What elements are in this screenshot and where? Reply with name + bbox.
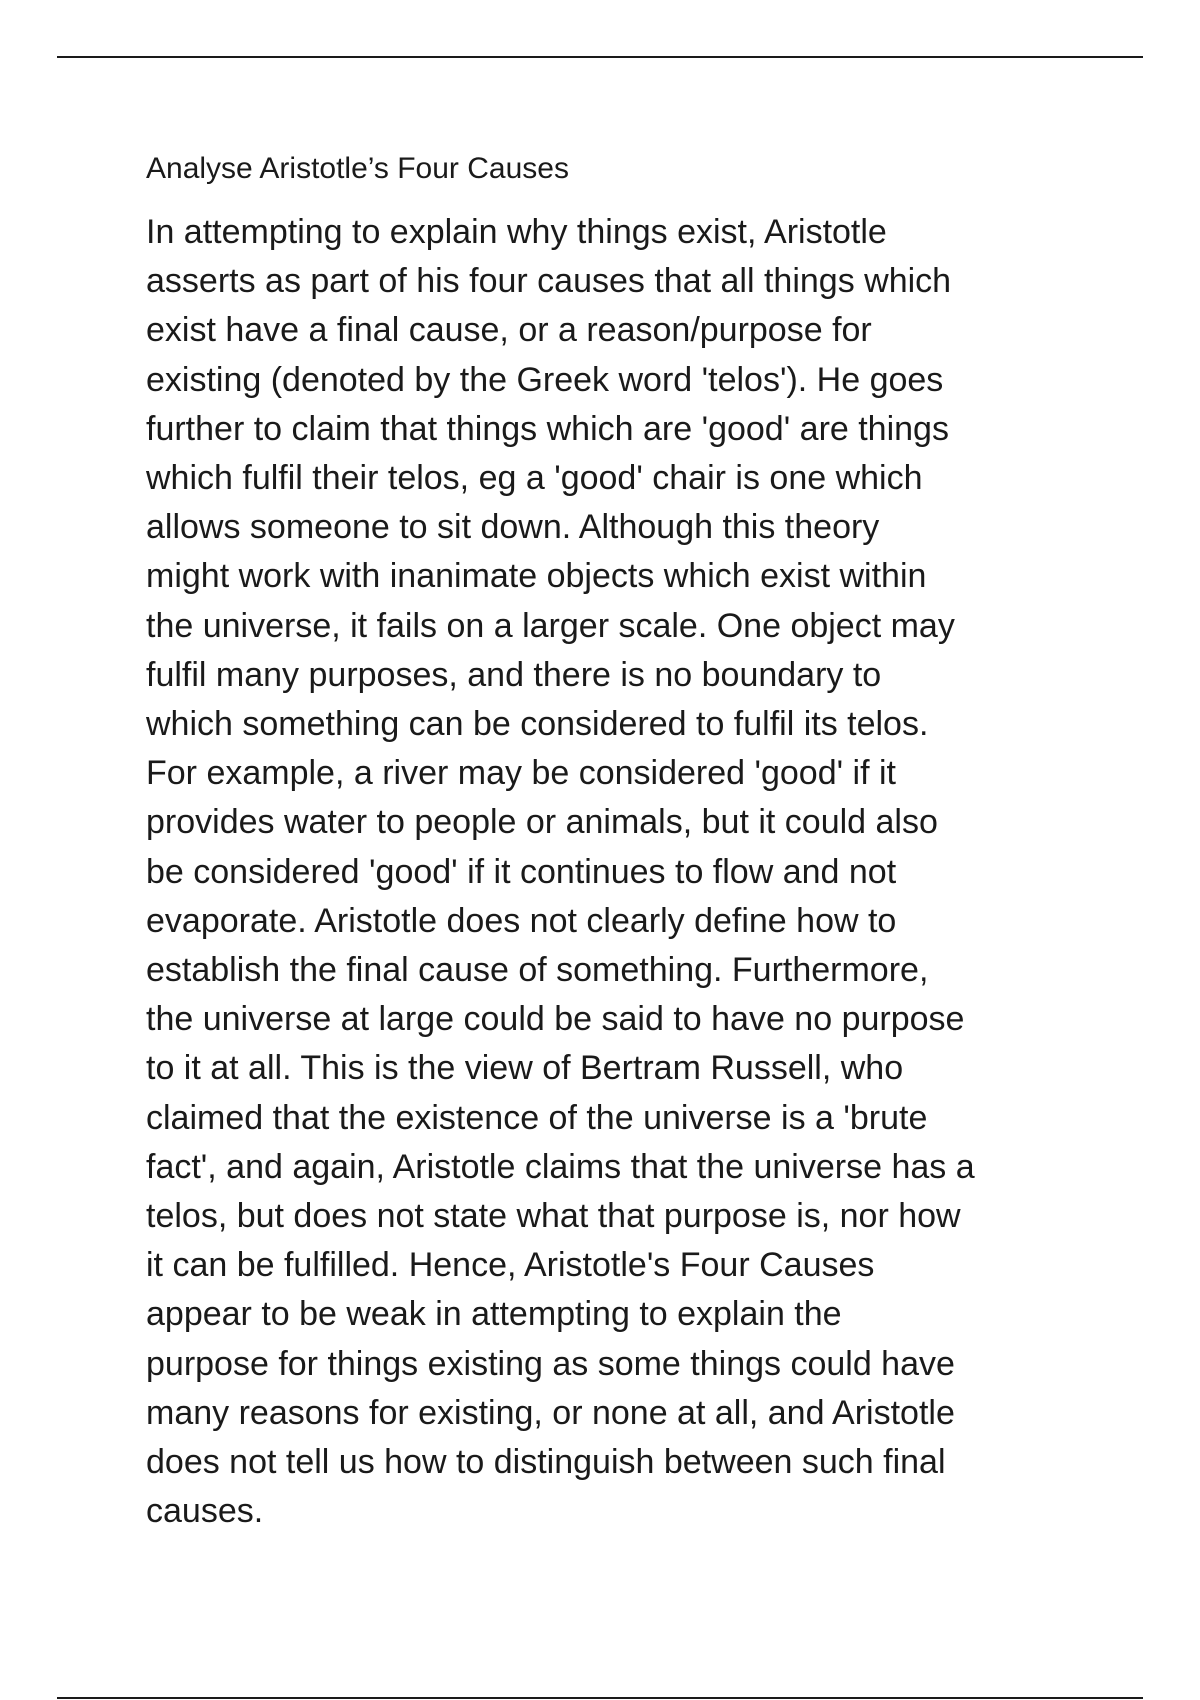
- bottom-divider: [57, 1697, 1143, 1699]
- paragraph-line: allows someone to sit down. Although this theory: [146, 508, 880, 547]
- paragraph-line: fulfil many purposes, and there is no boundary to: [146, 655, 882, 694]
- paragraph-line: existing (denoted by the Greek word 'telos'). He goes: [146, 360, 944, 399]
- paragraph-line: For example, a river may be considered 'good' if it: [146, 754, 896, 793]
- paragraph-line: the universe, it fails on a larger scale. One object may: [146, 606, 955, 645]
- paragraph-line: to it at all. This is the view of Bertram Russell, who: [146, 1049, 904, 1088]
- paragraph-line: In attempting to explain why things exist, Aristotle: [146, 213, 887, 251]
- paragraph-line: claimed that the existence of the universe is a 'brute: [146, 1098, 928, 1137]
- paragraph-line: many reasons for existing, or none at all, and Aristotle: [146, 1393, 955, 1432]
- paragraph-line: establish the final cause of something. Furthermore,: [146, 951, 929, 990]
- paragraph-line: telos, but does not state what that purpose is, nor how: [146, 1197, 961, 1236]
- paragraph-line: might work with inanimate objects which exist within: [146, 557, 927, 596]
- paragraph-line: it can be fulfilled. Hence, Aristotle's Four Causes: [146, 1246, 875, 1285]
- paragraph-line: which fulfil their telos, eg a 'good' chair is one which: [146, 459, 923, 498]
- paragraph-line: further to claim that things which are 'good' are things: [146, 409, 949, 448]
- paragraph-line: appear to be weak in attempting to explain the: [146, 1295, 842, 1334]
- paragraph-line: purpose for things existing as some things could have: [146, 1344, 955, 1383]
- document-title: Analyse Aristotle’s Four Causes: [146, 152, 569, 185]
- paragraph-line: evaporate. Aristotle does not clearly define how to: [146, 901, 897, 940]
- paragraph-line: causes.: [146, 1492, 264, 1531]
- paragraph-line: does not tell us how to distinguish between such final: [146, 1443, 946, 1482]
- paragraph-line: which something can be considered to fulfil its telos.: [146, 705, 929, 744]
- paragraph-line: provides water to people or animals, but it could also: [146, 803, 938, 842]
- top-divider: [57, 56, 1143, 58]
- paragraph-line: the universe at large could be said to have no purpose: [146, 1000, 965, 1039]
- paragraph-line: fact', and again, Aristotle claims that the universe has a: [146, 1147, 975, 1186]
- document-content: [146, 150, 1086, 1536]
- paragraph-line: asserts as part of his four causes that all things which: [146, 262, 952, 301]
- body-paragraph: [146, 208, 1086, 1536]
- paragraph-line: exist have a final cause, or a reason/purpose for: [146, 311, 872, 350]
- paragraph-line: be considered 'good' if it continues to flow and not: [146, 852, 897, 891]
